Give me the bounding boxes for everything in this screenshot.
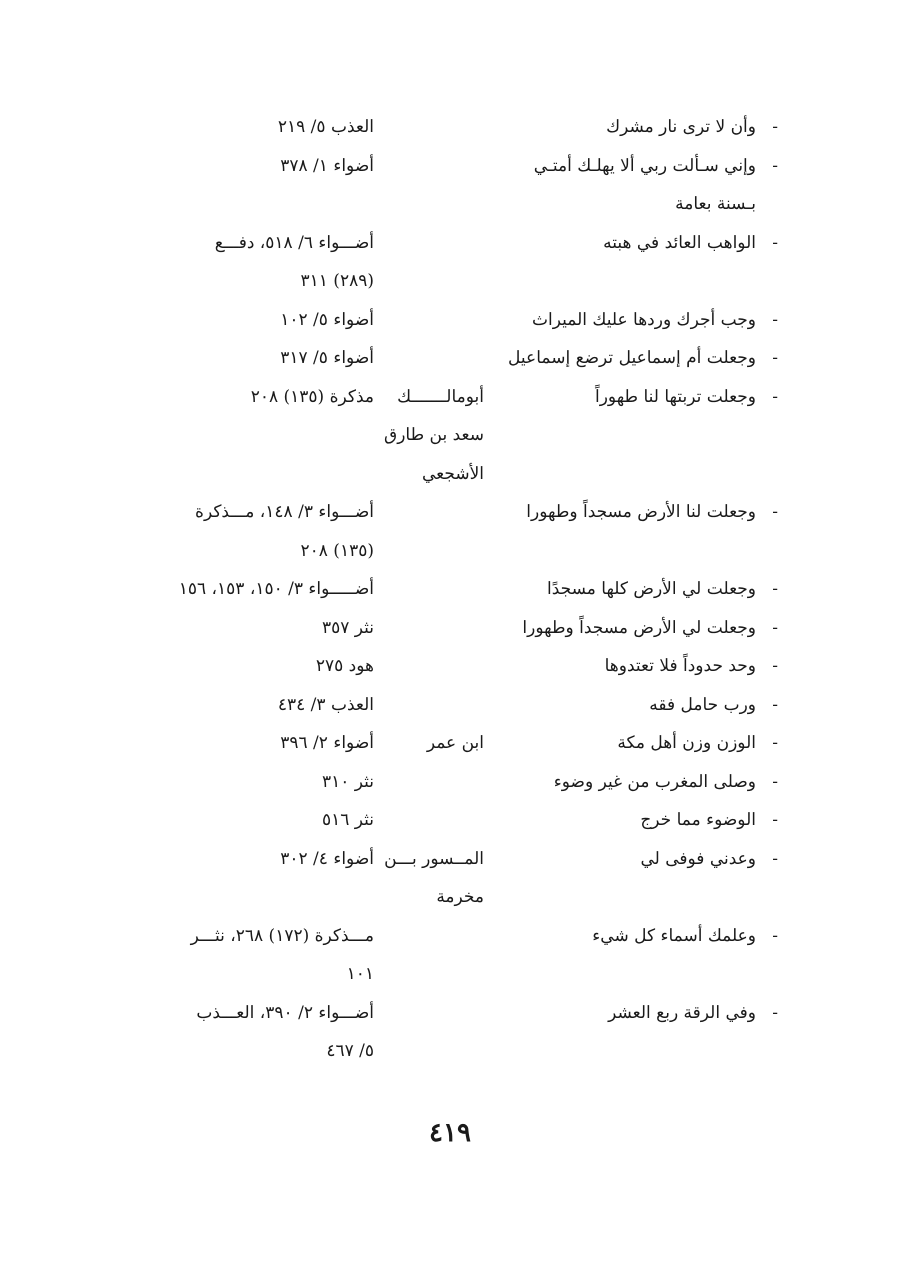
index-entry <box>122 994 778 1071</box>
index-entry <box>122 801 778 840</box>
entry-text: وأن لا ترى نار مشرك <box>606 117 756 137</box>
entry-text: وفي الرقة ربع العشر <box>608 1002 756 1023</box>
entry-text: وجعلت لي الأرض كلها مسجدًا <box>546 579 756 599</box>
entry-dash: - <box>772 386 778 407</box>
entry-text: الوضوء مما خرج <box>640 810 756 830</box>
entry-source: أضواء ٥/ ١٠٢ <box>280 309 374 330</box>
entry-narrator: ابن عمر <box>426 733 484 753</box>
entry-dash: - <box>772 502 778 522</box>
entry-dash: - <box>772 155 778 176</box>
entry-text: وجعلت لنا الأرض مسجداً وطهورا <box>526 502 756 522</box>
entry-source: أضـــــواء ٣/ ١٥٠، ١٥٣، ١٥٦ <box>178 579 374 599</box>
entry-dash: - <box>772 848 778 869</box>
entry-text: وجعلت لي الأرض مسجداً وطهورا <box>522 617 756 638</box>
entry-dash: - <box>772 617 778 638</box>
entry-source: نثر ٣١٠ <box>321 771 374 792</box>
entry-dash: - <box>772 694 778 715</box>
entry-text: وعلمك أسماء كل شيء <box>592 925 756 946</box>
index-entry <box>122 378 778 494</box>
entry-text: وجعلت أم إسماعيل ترضع إسماعيل <box>508 348 756 368</box>
entry-source: نثر ٥١٦ <box>321 810 374 830</box>
entry-dash: - <box>772 925 778 946</box>
entry-dash: - <box>772 117 778 137</box>
entry-text: وصلى المغرب من غير وضوء <box>553 771 756 792</box>
entry-source: نثر ٣٥٧ <box>321 617 374 638</box>
index-entry <box>122 301 778 340</box>
index-entry <box>122 493 778 570</box>
entry-dash: - <box>772 579 778 599</box>
index-entry <box>122 570 778 609</box>
index-entry <box>122 108 778 147</box>
entry-dash: - <box>772 810 778 830</box>
entry-narrator: المــسور بـــن مخرمة <box>384 848 484 907</box>
entry-source: هود ٢٧٥ <box>315 656 374 676</box>
index-entry <box>122 686 778 725</box>
page-number: ٤١٩ <box>429 1118 471 1148</box>
index-entry <box>122 724 778 763</box>
entry-text: وحد حدوداً فلا تعتدوها <box>604 656 756 676</box>
entry-source: العذب ٥/ ٢١٩ <box>277 117 374 137</box>
index-entry <box>122 840 778 917</box>
index-entry <box>122 763 778 802</box>
entry-dash: - <box>772 771 778 792</box>
entry-text: الواهب العائد في هبته <box>603 232 756 253</box>
entry-dash: - <box>772 656 778 676</box>
entry-source: أضـــواء ٢/ ٣٩٠، العـــذب ٥/ ٤٦٧ <box>196 1002 374 1061</box>
index-entry <box>122 339 778 378</box>
entry-dash: - <box>772 1002 778 1023</box>
entry-text: وإني سـألت ربي ألا يهلـك أمتـي بـسنة بعامة <box>533 155 756 214</box>
entry-source: أضواء ٢/ ٣٩٦ <box>280 733 374 753</box>
hadith-index-list <box>122 108 778 1071</box>
index-entry <box>122 647 778 686</box>
entry-narrator: أبومالـــــــك سعد بن طارق الأشجعي <box>384 386 484 484</box>
entry-dash: - <box>772 348 778 368</box>
entry-text: وجعلت تربتها لنا طهوراً <box>594 386 756 407</box>
entry-source: مـــذكرة (١٧٢) ٢٦٨، نثـــر ١٠١ <box>190 925 374 984</box>
index-entry <box>122 224 778 301</box>
entry-source: أضواء ٤/ ٣٠٢ <box>280 848 374 869</box>
entry-source: أضواء ١/ ٣٧٨ <box>280 155 374 176</box>
index-entry <box>122 609 778 648</box>
entry-text: الوزن وزن أهل مكة <box>617 733 756 753</box>
entry-text: وجب أجرك وردها عليك الميراث <box>532 309 756 330</box>
index-entry <box>122 917 778 994</box>
entry-dash: - <box>772 309 778 330</box>
entry-text: وعدني فوفى لي <box>640 848 756 869</box>
entry-text: ورب حامل فقه <box>649 694 756 715</box>
entry-source: أضـــواء ٦/ ٥١٨، دفـــع (٢٨٩) ٣١١ <box>214 232 374 291</box>
entry-dash: - <box>772 232 778 253</box>
entry-source: العذب ٣/ ٤٣٤ <box>277 694 374 715</box>
index-entry <box>122 147 778 224</box>
entry-source: مذكرة (١٣٥) ٢٠٨ <box>250 386 374 407</box>
entry-source: أضـــواء ٣/ ١٤٨، مـــذكرة (١٣٥) ٢٠٨ <box>195 502 374 561</box>
entry-dash: - <box>772 733 778 753</box>
entry-source: أضواء ٥/ ٣١٧ <box>280 348 374 368</box>
